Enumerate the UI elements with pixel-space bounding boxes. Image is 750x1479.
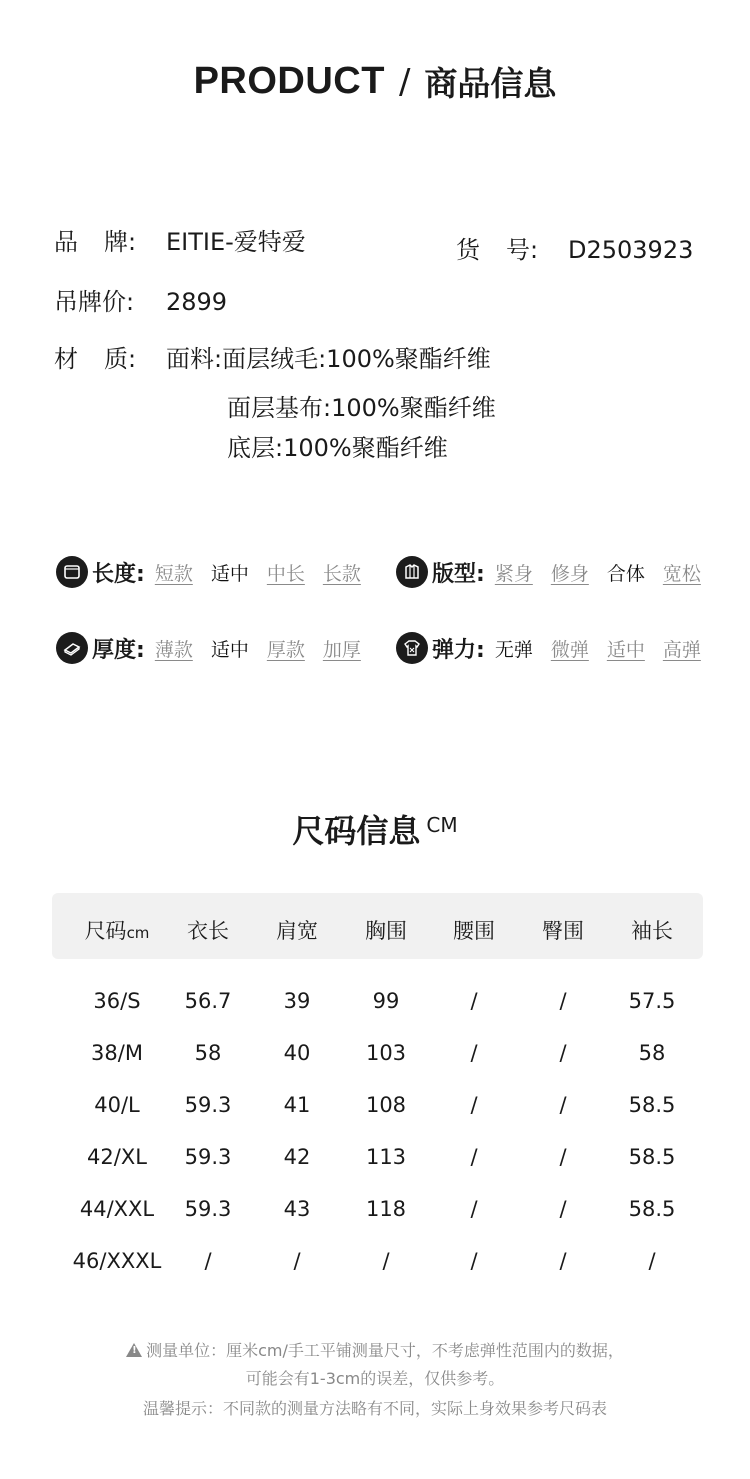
item-number-row [456, 230, 693, 265]
size-section-title [0, 806, 750, 852]
table-cell: / [470, 1197, 478, 1221]
attr-fit-options [495, 559, 701, 586]
table-cell: 42 [283, 1145, 311, 1169]
table-cell: / [559, 1041, 567, 1065]
material-row [54, 347, 491, 371]
material-line-1: 面料:面层绒毛:100%聚酯纤维 [166, 345, 491, 373]
attr-length-options [155, 559, 361, 586]
table-cell: / [470, 1249, 478, 1273]
attr-option: 适中 [210, 562, 249, 585]
table-header-cell: 尺码cm [84, 919, 150, 943]
table-cell: 118 [365, 1197, 407, 1221]
attr-option: 宽松 [662, 562, 701, 585]
table-cell: / [382, 1249, 390, 1273]
size-title-text: 尺码信息 [292, 812, 421, 850]
table-cell: / [470, 1041, 478, 1065]
brand-value: EITIE-爱特爱 [166, 228, 306, 256]
attr-thickness-name: 厚度: [92, 637, 145, 663]
attr-option: 薄款 [154, 638, 193, 661]
table-header-cell: 肩宽 [276, 919, 318, 943]
brand-label: 品牌: [54, 228, 137, 256]
table-cell: 43 [283, 1197, 311, 1221]
table-cell: 58 [194, 1041, 222, 1065]
note-line-2: 可能会有1-3cm的误差，仅供参考。 [245, 1369, 505, 1388]
table-cell: / [470, 1093, 478, 1117]
note-line-1 [0, 1338, 750, 1361]
thickness-icon [56, 632, 88, 664]
page-header [0, 58, 750, 105]
attr-fit [396, 555, 701, 589]
material-line-2: 面层基布:100%聚酯纤维 [227, 394, 496, 422]
warning-icon [126, 1343, 142, 1357]
table-cell: 39 [283, 989, 311, 1013]
table-cell: / [559, 1249, 567, 1273]
table-cell: 58 [638, 1041, 666, 1065]
table-cell: 36/S [93, 989, 141, 1013]
material-line-3: 底层:100%聚酯纤维 [227, 434, 448, 462]
table-cell: 59.3 [184, 1197, 232, 1221]
item-number-label: 货号: [456, 236, 539, 264]
price-row [54, 290, 227, 314]
material-label: 材质: [54, 345, 137, 373]
table-cell: 46/XXXL [72, 1249, 162, 1273]
header-separator: / [398, 61, 411, 102]
table-header-cell: 腰围 [453, 919, 495, 943]
table-cell: / [559, 1093, 567, 1117]
length-icon [56, 556, 88, 588]
table-header-unit: cm [126, 924, 150, 942]
attr-option: 无弹 [494, 638, 533, 661]
table-cell: 103 [365, 1041, 407, 1065]
elasticity-icon [396, 632, 428, 664]
table-cell: / [559, 1145, 567, 1169]
attr-length [56, 555, 361, 589]
table-cell: 59.3 [184, 1093, 232, 1117]
table-cell: 58.5 [628, 1093, 676, 1117]
attr-option: 高弹 [662, 638, 701, 661]
table-header-cell: 臀围 [542, 919, 584, 943]
note-line-3: 温馨提示：不同款的测量方法略有不同，实际上身效果参考尺码表 [142, 1399, 607, 1418]
attr-thickness [56, 631, 361, 665]
table-cell: / [470, 989, 478, 1013]
table-cell: / [559, 1197, 567, 1221]
brand-row [54, 230, 306, 254]
table-cell: / [559, 989, 567, 1013]
table-cell: / [293, 1249, 301, 1273]
attr-option: 微弹 [550, 638, 589, 661]
attr-fit-name: 版型: [432, 561, 485, 587]
table-cell: 58.5 [628, 1145, 676, 1169]
table-cell: 57.5 [628, 989, 676, 1013]
table-cell: 40 [283, 1041, 311, 1065]
attr-option: 合体 [606, 562, 645, 585]
table-header-cell: 衣长 [187, 919, 229, 943]
attr-elasticity-options [495, 635, 701, 662]
table-cell: 99 [372, 989, 400, 1013]
attr-elasticity [396, 631, 701, 665]
attr-option: 厚款 [266, 638, 305, 661]
table-cell: 41 [283, 1093, 311, 1117]
attr-thickness-options [155, 635, 361, 662]
table-header-cell: 袖长 [631, 919, 673, 943]
size-title-unit: CM [426, 813, 458, 837]
fit-icon [396, 556, 428, 588]
table-cell: 38/M [91, 1041, 143, 1065]
price-value: 2899 [166, 288, 228, 316]
table-cell: 59.3 [184, 1145, 232, 1169]
attr-option: 长款 [322, 562, 361, 585]
item-number-value: D2503923 [568, 236, 694, 264]
attr-option: 短款 [154, 562, 193, 585]
table-cell: 108 [365, 1093, 407, 1117]
price-label: 吊牌价: [54, 288, 135, 316]
attr-option: 适中 [606, 638, 645, 661]
header-en-title: PRODUCT [193, 60, 385, 102]
attr-option: 紧身 [494, 562, 533, 585]
attr-option: 修身 [550, 562, 589, 585]
table-cell: / [648, 1249, 656, 1273]
attr-option: 适中 [210, 638, 249, 661]
attr-option: 加厚 [322, 638, 361, 661]
table-cell: 40/L [94, 1093, 140, 1117]
table-cell: 58.5 [628, 1197, 676, 1221]
header-cn-title: 商品信息 [424, 64, 557, 103]
attr-length-name: 长度: [92, 561, 145, 587]
table-cell: / [204, 1249, 212, 1273]
table-cell: 42/XL [87, 1145, 147, 1169]
table-cell: 44/XXL [79, 1197, 155, 1221]
attr-elasticity-name: 弹力: [432, 637, 485, 663]
table-cell: / [470, 1145, 478, 1169]
table-header-cell: 胸围 [365, 919, 407, 943]
table-cell: 56.7 [184, 989, 232, 1013]
note-line-1-text: 测量单位：厘米cm/手工平铺测量尺寸，不考虑弹性范围内的数据， [146, 1341, 624, 1360]
attr-option: 中长 [266, 562, 305, 585]
table-cell: 113 [365, 1145, 407, 1169]
